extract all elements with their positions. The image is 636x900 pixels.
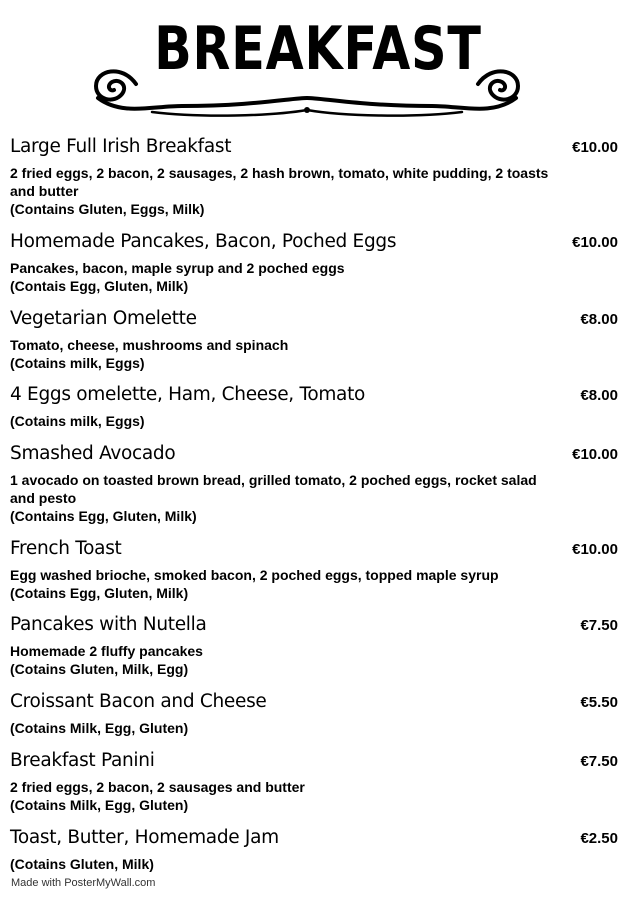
menu-item-allergens: (Cotains Milk, Egg, Gluten) <box>10 797 189 813</box>
menu-item-header <box>10 826 618 851</box>
menu-item-price: €2.50 <box>580 830 618 847</box>
menu-item-name: Croissant Bacon and Cheese <box>10 691 267 712</box>
menu-item <box>10 307 618 372</box>
menu-item <box>10 230 618 295</box>
menu-item-price: €5.50 <box>580 694 618 711</box>
menu-item <box>10 537 618 602</box>
menu-item-allergens: (Cotains Milk, Egg, Gluten) <box>10 720 189 736</box>
menu-item-price: €7.50 <box>580 753 618 770</box>
menu-item-header <box>10 442 618 467</box>
menu-item-description: 2 fried eggs, 2 bacon, 2 sausages, 2 hash brown, tomato, white pudding, 2 toasts and butter <box>10 165 549 199</box>
menu-item-price: €10.00 <box>572 234 618 251</box>
footer-credit: Made with PosterMyWall.com <box>11 877 156 889</box>
menu-item-description: Egg washed brioche, smoked bacon, 2 poched eggs, topped maple syrup <box>10 567 499 583</box>
scroll-ornament-icon <box>92 58 522 124</box>
menu-item-price: €10.00 <box>572 139 618 156</box>
menu-item-header <box>10 230 618 255</box>
menu-item-allergens: (Cotains Gluten, Milk) <box>10 856 154 872</box>
menu-item-description: 2 fried eggs, 2 bacon, 2 sausages and butter <box>10 779 305 795</box>
menu-item <box>10 442 618 525</box>
menu-item <box>10 826 618 873</box>
menu-item-header <box>10 537 618 562</box>
menu-item-name: 4 Eggs omelette, Ham, Cheese, Tomato <box>10 384 366 405</box>
menu-item-price: €8.00 <box>580 387 618 404</box>
menu-item-header <box>10 383 618 408</box>
menu-item-allergens: (Contains Gluten, Eggs, Milk) <box>10 201 205 217</box>
page-title: BREAKFAST <box>154 14 482 84</box>
menu-item-description: Homemade 2 fluffy pancakes <box>10 643 203 659</box>
menu-item-price: €10.00 <box>572 541 618 558</box>
menu-item-allergens: (Contains Egg, Gluten, Milk) <box>10 508 197 524</box>
menu-item-header <box>10 690 618 715</box>
menu-item-allergens: (Cotains Gluten, Milk, Egg) <box>10 661 189 677</box>
menu-item-allergens: (Cotains milk, Eggs) <box>10 355 145 371</box>
menu-list <box>10 135 618 873</box>
menu-item-name: Homemade Pancakes, Bacon, Poched Eggs <box>10 231 397 252</box>
menu-item-name: Breakfast Panini <box>10 750 155 771</box>
menu-item-description: Tomato, cheese, mushrooms and spinach <box>10 337 289 353</box>
menu-item <box>10 749 618 814</box>
menu-item <box>10 383 618 430</box>
menu-item-header <box>10 613 618 638</box>
menu-item-allergens: (Cotains milk, Eggs) <box>10 413 145 429</box>
menu-item <box>10 135 618 218</box>
menu-item-name: Smashed Avocado <box>10 443 176 464</box>
menu-item-price: €10.00 <box>572 446 618 463</box>
menu-item-description: 1 avocado on toasted brown bread, grilled tomato, 2 poched eggs, rocket salad and pesto <box>10 472 537 506</box>
menu-item-price: €7.50 <box>580 617 618 634</box>
menu-item <box>10 613 618 678</box>
menu-item-description: Pancakes, bacon, maple syrup and 2 poched eggs <box>10 260 345 276</box>
menu-item-header <box>10 749 618 774</box>
menu-header <box>0 0 636 130</box>
menu-item-name: Toast, Butter, Homemade Jam <box>10 827 279 848</box>
menu-item-name: Large Full Irish Breakfast <box>10 136 232 157</box>
menu-item-name: Pancakes with Nutella <box>10 614 207 635</box>
menu-item-header <box>10 135 618 160</box>
menu-item-header <box>10 307 618 332</box>
menu-item-allergens: (Cotains Egg, Gluten, Milk) <box>10 585 189 601</box>
menu-item-price: €8.00 <box>580 311 618 328</box>
menu-item <box>10 690 618 737</box>
menu-item-name: French Toast <box>10 538 122 559</box>
menu-item-allergens: (Contais Egg, Gluten, Milk) <box>10 278 189 294</box>
menu-item-name: Vegetarian Omelette <box>10 308 197 329</box>
